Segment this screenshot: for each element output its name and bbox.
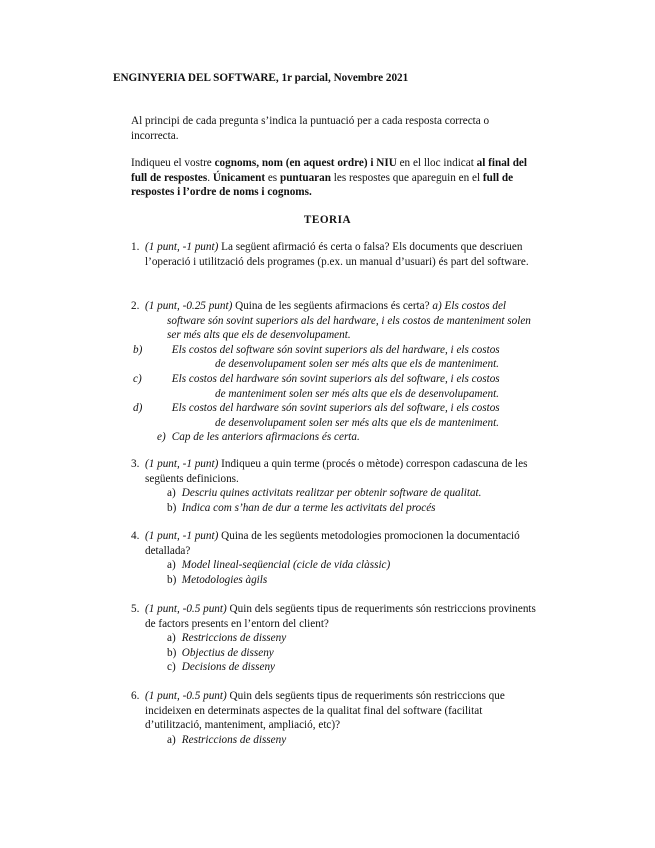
intro-scoring-text: Al principi de cada pregunta s’indica la puntuació per a cada resposta correcta o incorrecta. — [131, 115, 490, 142]
question-text: Indiqueu a quin terme (procés o mètode) correspon cadascuna de les següents definicions. — [145, 458, 528, 485]
option-a — [167, 631, 541, 646]
question-options — [167, 733, 541, 748]
option-text: Descriu quines activitats realitzar per obtenir software de qualitat. — [181, 487, 482, 500]
intro-bold-segment: cognoms, nom (en aquest ordre) i NIU — [214, 157, 397, 169]
option-text: Restriccions de disseny — [181, 733, 287, 746]
option-b — [133, 343, 541, 372]
question-body — [145, 689, 541, 733]
question-number: 4. — [131, 530, 140, 542]
intro-text-segment: es — [265, 171, 280, 184]
option-label: e) — [157, 431, 166, 444]
question-body — [145, 529, 541, 558]
intro-bold-segment: full de respostes i l’ordre de noms i cognoms. — [131, 171, 514, 199]
option-text: Metodologies àgils — [181, 573, 268, 586]
section-title: TEORIA — [303, 214, 352, 226]
intro-text-segment: les respostes que apareguin en el — [330, 171, 483, 184]
intro-instructions-text — [131, 156, 531, 200]
question-text: Quina de les següents metodologies promocionen la documentació detallada? — [145, 530, 520, 557]
option-c — [133, 372, 541, 401]
option-a — [167, 486, 541, 501]
option-label: c) — [167, 661, 176, 674]
option-text: Els costos del software són sovint superiors als del hardware, i els costos de manteniment solen ser més alts que els de desenvolupament. — [167, 300, 531, 342]
intro-paragraph-scoring — [131, 114, 531, 143]
question-options — [167, 486, 541, 515]
question-score: (1 punt, -1 punt) — [145, 458, 219, 470]
option-a — [167, 558, 541, 573]
question-body — [145, 299, 541, 343]
question-score: (1 punt, -0.25 punt) — [145, 300, 233, 312]
option-text: Restriccions de disseny — [181, 632, 287, 645]
question-number: 3. — [131, 458, 140, 470]
question-2 — [131, 299, 541, 445]
question-body — [145, 240, 541, 269]
question-text: Quin dels següents tipus de requeriments són restriccions que incideixen en determinats aspectes de la qualitat final del software (facilitat d’utilització, manteniment, ampliació, etc)? — [145, 690, 505, 732]
option-e — [157, 430, 541, 445]
question-text: La següent afirmació és certa o falsa? Els documents que descriuen l’operació i utilització dels programes (p.ex. un manual d’usuari) és part del software. — [145, 241, 529, 268]
question-5 — [131, 602, 541, 675]
question-number: 1. — [131, 241, 140, 253]
question-body — [145, 457, 541, 486]
intro-text-segment: . — [207, 171, 213, 184]
option-text: Els costos del software són sovint superiors als del hardware, i els costos — [171, 343, 500, 356]
option-label: a) — [167, 487, 176, 500]
option-text-continued: de desenvolupament solen ser més alts que els de manteniment. — [215, 416, 499, 429]
question-options — [133, 343, 541, 445]
intro-bold-segment: puntuaran — [279, 171, 331, 184]
option-text: Indica com s’han de dur a terme les activitats del procés — [181, 501, 436, 514]
option-b — [167, 646, 541, 661]
question-score: (1 punt, -0.5 punt) — [145, 690, 227, 702]
intro-text-segment: en el lloc indicat — [396, 157, 477, 169]
question-number: 6. — [131, 690, 140, 702]
option-label: b) — [167, 646, 177, 659]
question-score: (1 punt, -0.5 punt) — [145, 603, 227, 615]
option-text: Model lineal-seqüencial (cicle de vida clàssic) — [181, 559, 391, 572]
option-text: Els costos del hardware són sovint superiors als del software, i els costos — [171, 372, 500, 385]
document-title: ENGINYERIA DEL SOFTWARE, 1r parcial, Novembre 2021 — [113, 72, 409, 84]
option-text: Decisions de disseny — [181, 661, 276, 674]
option-label: b) — [133, 343, 143, 356]
option-text: Els costos del hardware són sovint superiors als del software, i els costos — [171, 402, 500, 415]
option-c — [167, 660, 541, 675]
option-label: b) — [167, 573, 177, 586]
question-text: Quina de les següents afirmacions és certa? — [232, 300, 433, 312]
question-1 — [131, 240, 541, 269]
option-label: c) — [133, 372, 142, 385]
question-3 — [131, 457, 541, 515]
question-number: 5. — [131, 603, 140, 615]
question-4 — [131, 529, 541, 587]
option-text: Cap de les anteriors afirmacions és certa. — [171, 431, 360, 444]
question-score: (1 punt, -1 punt) — [145, 241, 219, 253]
option-label: d) — [133, 402, 143, 415]
option-text-continued: de manteniment solen ser més alts que els de desenvolupament. — [215, 387, 499, 400]
option-label: a) — [167, 559, 176, 572]
option-label: b) — [167, 501, 177, 514]
intro-paragraph-instructions — [131, 156, 531, 200]
option-b — [167, 573, 541, 588]
option-label: a) — [432, 300, 442, 312]
question-options — [167, 631, 541, 675]
question-score: (1 punt, -1 punt) — [145, 530, 219, 542]
option-text: Objectius de disseny — [181, 646, 274, 659]
option-d — [133, 401, 541, 430]
question-number: 2. — [131, 300, 140, 312]
option-b — [167, 501, 541, 516]
option-text-continued: de desenvolupament solen ser més alts que els de manteniment. — [215, 358, 499, 371]
question-options — [167, 558, 541, 587]
intro-text-segment: Indiqueu el vostre — [131, 157, 215, 169]
option-label: a) — [167, 733, 176, 746]
question-body — [145, 602, 541, 631]
option-a — [167, 733, 541, 748]
option-label: a) — [167, 632, 176, 645]
intro-bold-segment: Únicament — [212, 171, 266, 184]
intro-bold-segment: al final del full de respostes — [131, 157, 527, 184]
question-text: Quin dels següents tipus de requeriments són restriccions provinents de factors presents en l’entorn del client? — [145, 603, 536, 630]
question-6 — [131, 689, 541, 747]
